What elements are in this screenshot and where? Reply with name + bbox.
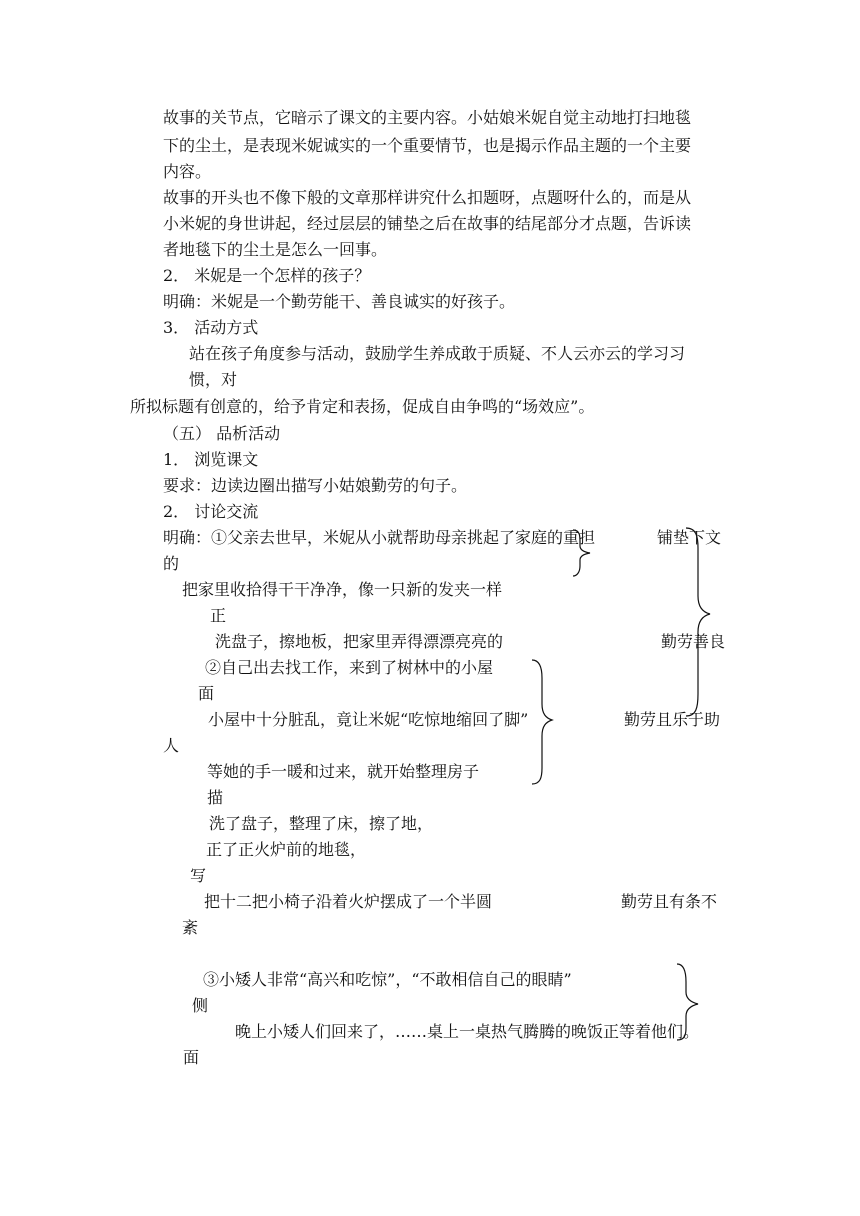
text-line: 的 [163,554,180,573]
text-line: 者地毯下的尘土是怎么一回事。 [163,240,388,259]
text-line: 晚上小矮人们回来了，……桌上一桌热气腾腾的晚饭正等着他们。 [235,1022,700,1041]
text-line: 正了正火炉前的地毯， [206,840,367,859]
text-line: 小屋中十分脏乱，竟让米妮“吃惊地缩回了脚” [208,710,529,729]
text-line: 等她的手一暖和过来，就开始整理房子 [207,762,480,781]
side-label: 侧 [192,996,209,1015]
side-label: 面 [198,684,215,703]
text-line: ②自己出去找工作，来到了树林中的小屋 [205,658,494,677]
annotation-label: 勤劳且乐于助 [624,710,721,729]
text-line: 洗盘子，擦地板，把家里弄得漂漂亮亮的 [215,632,504,651]
text-line: 内容。 [163,162,212,181]
numbered-item: 3． 活动方式 [163,318,259,337]
numbered-item: 1． 浏览课文 [163,450,259,469]
text-line: 下的尘土，是表现米妮诚实的一个重要情节，也是揭示作品主题的一个主要 [163,136,692,155]
side-label: 描 [207,788,224,807]
text-line: 把十二把小椅子沿着火炉摆成了一个半圆 [204,892,493,911]
text-line: 要求：边读边圈出描写小姑娘勤劳的句子。 [163,476,468,495]
annotation-label: 勤劳善良 [661,632,726,651]
text-line: 站在孩子角度参与活动，鼓励学生养成敢于质疑、不人云亦云的学习习 [189,344,686,363]
text-line: 惯，对 [189,370,238,389]
text-line: 故事的关节点，它暗示了课文的主要内容。小姑娘米妮自觉主动地打扫地毯 [163,108,692,127]
right-brace-mid [532,660,552,784]
text-line: 故事的开头也不像下般的文章那样讲究什么扣题呀，点题呀什么的，而是从 [163,188,692,207]
side-label: 面 [183,1048,200,1067]
right-brace-large [686,528,710,716]
numbered-item: 2． 讨论交流 [163,502,259,521]
annotation-label: 铺垫下文 [657,528,722,547]
annotation-label: 勤劳且有条不 [621,892,718,911]
text-line: 明确：米妮是一个勤劳能干、善良诚实的好孩子。 [163,292,516,311]
text-line: 小米妮的身世讲起，经过层层的铺垫之后在故事的结尾部分才点题，告诉读 [163,214,692,233]
text-line: 明确：①父亲去世早，米妮从小就帮助母亲挑起了家庭的重担 [163,528,596,547]
section-heading: （五） 品析活动 [163,424,281,443]
numbered-item: 2． 米妮是一个怎样的孩子？ [163,266,371,285]
text-line: 洗了盘子，整理了床，擦了地， [209,814,434,833]
side-label: 正 [210,606,227,625]
text-line: 人 [163,736,180,755]
side-label: 写 [190,866,207,885]
text-line: 紊 [182,918,199,937]
text-line: ③小矮人非常“高兴和吃惊”，“不敢相信自己的眼睛” [203,970,572,989]
text-line: 把家里收拾得干干净净，像一只新的发夹一样 [182,580,503,599]
text-line: 所拟标题有创意的，给予肯定和表扬，促成自由争鸣的“场效应”。 [130,397,595,416]
